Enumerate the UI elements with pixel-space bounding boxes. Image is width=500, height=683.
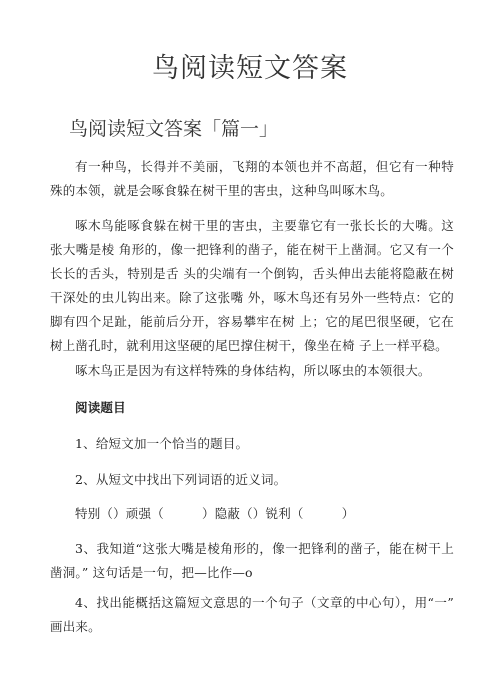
- question-2: 2、从短文中找出下列词语的近义词。: [75, 471, 287, 487]
- question-1: 1、给短文加一个恰当的题目。: [75, 435, 249, 451]
- questions-heading: 阅读题目: [75, 399, 126, 415]
- paragraph-1: 有一种鸟，长得并不美丽，飞翔的本领也并不高超，但它有一种特殊的本领，就是会啄食躲在树干里的害虫，这种鸟叫啄木鸟。: [50, 158, 454, 198]
- paragraph-2: 啄木鸟能啄食躲在树干里的害虫，主要靠它有一张长长的大嘴。这张大嘴是棱 角形的，像一把锋利的凿子，能在树干上凿洞。它又有一个长长的舌头，特别是舌 头的尖端有一个倒钩，舌头伸出去能将隐蔽在树干深处的虫儿钩出来。除了这张嘴 外，啄木鸟还有另外一些特点：它的脚有四个足趾，能前后分开，容易攀牢在树 上；它的尾巴很坚硬，它在树上凿孔时，就利用这坚硬的尾巴撑住树干，像坐在椅 子上一样平稳。: [50, 217, 454, 353]
- document-title: 鸟阅读短文答案: [152, 53, 348, 84]
- question-4: 4、找出能概括这篇短文意思的一个句子（文章的中心句），用“一” 画出来。: [50, 594, 454, 634]
- paragraph-3: 啄木鸟正是因为有这样特殊的身体结构，所以啄虫的本领很大。: [75, 362, 431, 378]
- question-2-words: 特别（）顽强（ ）隐蔽（）锐利（ ）: [75, 505, 355, 521]
- section-heading: 鸟阅读短文答案「篇一」: [69, 118, 279, 140]
- question-3: 3、我知道“这张大嘴是棱角形的，像一把锋利的凿子，能在树干上凿洞。” 这句话是一句，把—比作—o: [50, 540, 454, 580]
